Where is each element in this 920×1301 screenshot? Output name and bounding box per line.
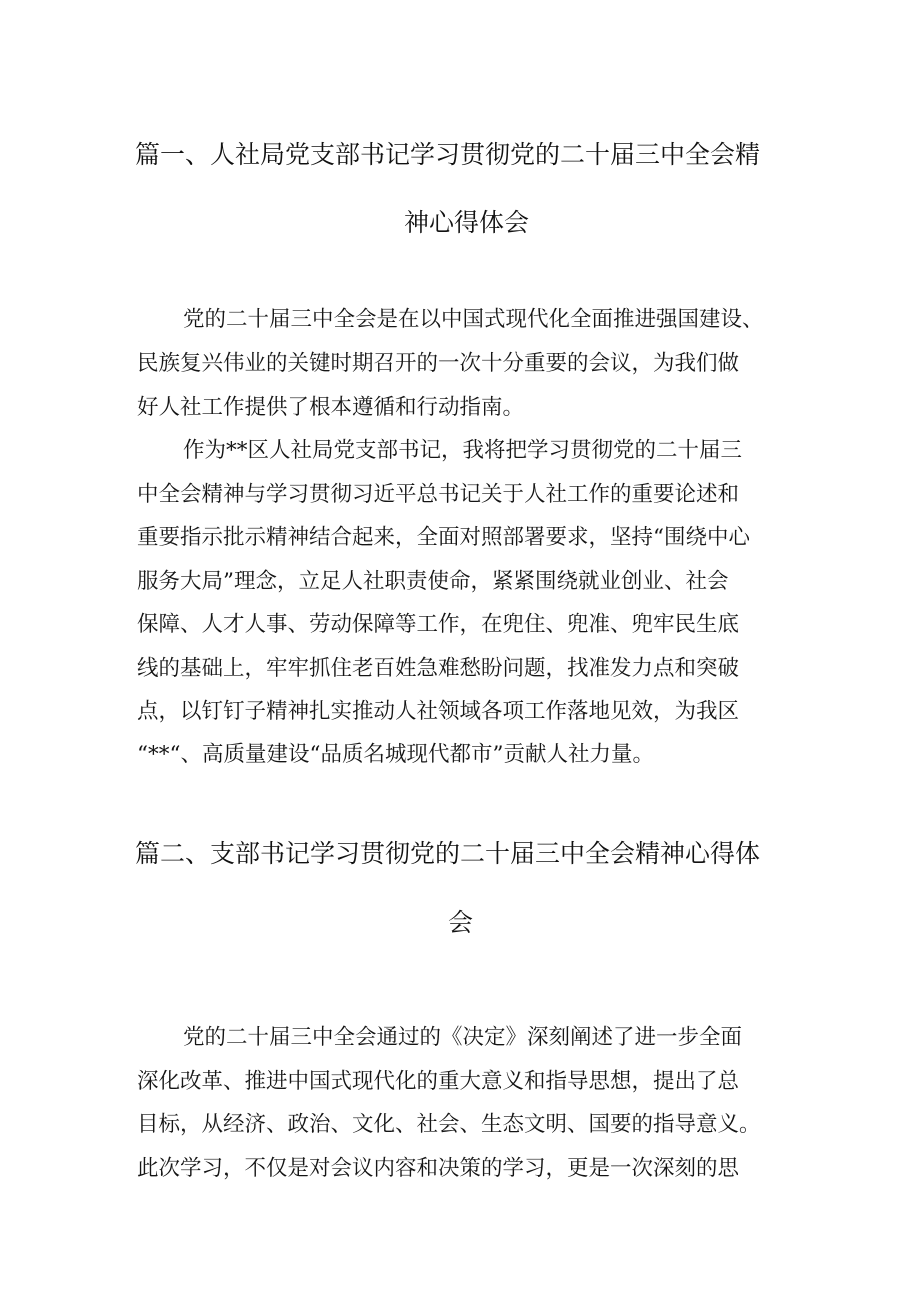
s2-p1-line4: 此次学习，不仅是对会议内容和决策的学习，更是一次深刻的思 — [137, 1156, 740, 1181]
s1-p1-line1: 党的二十届三中全会是在以中国式现代化全面推进强国建设、 — [183, 307, 764, 332]
s2-p1-line2: 深化改革、推进中国式现代化的重大意义和指导思想，提出了总 — [137, 1069, 740, 1094]
s1-p2-line1: 作为**区人社局党支部书记，我将把学习贯彻党的二十届三 — [183, 438, 743, 463]
s1-p2-line2: 中全会精神与学习贯彻习近平总书记关于人社工作的重要论述和 — [137, 482, 740, 507]
s2-p1-line3: 目标，从经济、政治、文化、社会、生态文明、国要的指导意义。 — [137, 1112, 761, 1137]
s1-p2-line7: 点，以钉钉子精神扎实推动人社领域各项工作落地见效，为我区 — [137, 699, 740, 724]
section2-title-line1: 篇二、支部书记学习贯彻党的二十届三中全会精神心得体 — [135, 839, 761, 868]
s1-p2-line5: 保障、人才人事、劳动保障等工作，在兜住、兜准、兜牢民生底 — [137, 612, 740, 637]
s1-p2-line3: 重要指示批示精神结合起来，全面对照部署要求，坚持“围绕中心 — [137, 525, 750, 550]
section1-title-line1: 篇一、人社局党支部书记学习贯彻党的二十届三中全会精 — [135, 140, 761, 169]
s1-p2-line6: 线的基础上，牢牢抓住老百姓急难愁盼问题，找准发力点和突破 — [137, 656, 740, 681]
section2-title-line2: 会 — [448, 908, 474, 937]
s1-p2-line4: 服务大局”理念，立足人社职责使命，紧紧围绕就业创业、社会 — [137, 569, 729, 594]
section1-title-line2: 神心得体会 — [404, 208, 530, 237]
s1-p2-line8: “**“、高质量建设“品质名城现代都市”贡献人社力量。 — [137, 742, 654, 767]
s1-p1-line3: 好人社工作提供了根本遵循和行动指南。 — [137, 395, 525, 420]
s1-p1-line2: 民族复兴伟业的关键时期召开的一次十分重要的会议，为我们做 — [137, 351, 740, 376]
s2-p1-line1: 党的二十届三中全会通过的《决定》深刻阐述了进一步全面 — [183, 1025, 743, 1050]
